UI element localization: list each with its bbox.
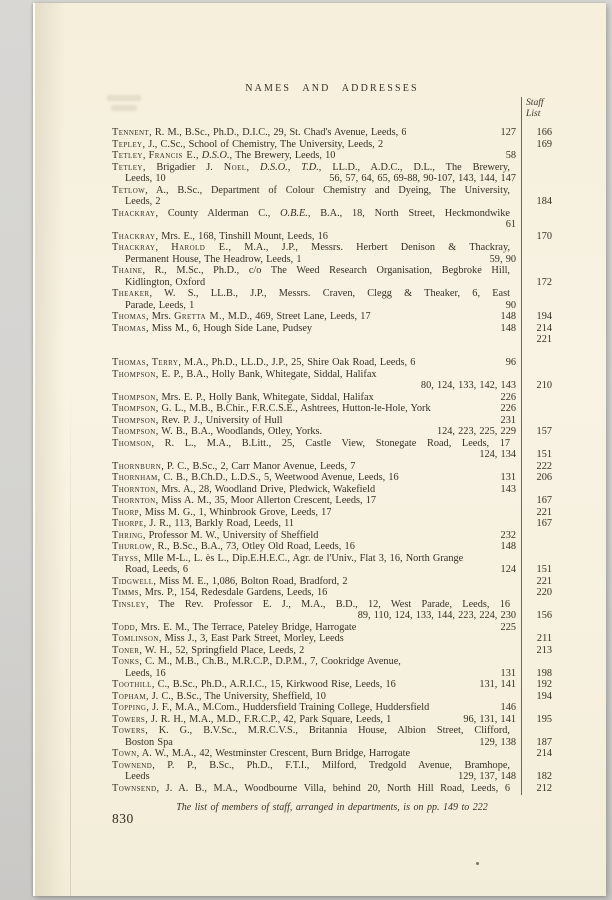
entry-text: Thomas, Miss M., 6, Hough Side Lane, Pudsey: [112, 322, 313, 334]
entry-page-refs: 80, 124, 133, 142, 143: [420, 380, 516, 391]
staff-list-column-header: [522, 98, 576, 119]
entry-line: [112, 530, 552, 542]
entry-staff-ref: [516, 254, 552, 266]
entry-text: Thackray, Mrs. E., 168, Tinshill Mount, Leeds, 16: [112, 230, 328, 242]
entry-page-refs: 129, 138: [479, 736, 516, 748]
entry-staff-ref: 184: [536, 196, 552, 207]
entry-text: Kidlington, Oxford: [125, 276, 206, 288]
entry-line: [112, 369, 552, 381]
entry-text: Toothill, C., B.Sc., Ph.D., A.R.I.C., 15, Kirkwood Rise, Leeds, 16: [112, 679, 396, 690]
entry-text: Toner, W. H., 52, Springfield Place, Leeds, 2: [112, 644, 305, 656]
entry-text: Todd, Mrs. E. M., The Terrace, Pateley Bridge, Harrogate: [112, 621, 357, 633]
entry-line: [112, 208, 552, 220]
entry-text: Leeds: [125, 771, 150, 782]
entry-page-refs: 56, 57, 64, 65, 69-88, 90-107, 143, 144, 147: [329, 173, 516, 184]
entry-line: [112, 150, 552, 162]
entry-text: [112, 380, 125, 392]
entry-text: [112, 219, 125, 231]
entry-text: Tidgwell, Miss M. E., 1,086, Bolton Road, Bradford, 2: [112, 575, 348, 587]
entry-continuation-line: [112, 564, 552, 576]
entry-text: Thompson, G. L., M.B., B.Chir., F.R.C.S.E., Ashtrees, Hutton-le-Hole, York: [112, 403, 431, 414]
entry-line: [112, 714, 552, 726]
entry-text: [112, 610, 125, 622]
page-crease: [70, 383, 71, 896]
showthrough-mark: [111, 105, 137, 111]
entry-page-refs: 131: [500, 667, 516, 679]
entry-text: Thring, Professor M. W., University of Sheffield: [112, 529, 319, 541]
entry-text: Thorpe, J. R., 113, Barkly Road, Leeds, 11: [112, 518, 295, 529]
page-number: 830: [112, 811, 134, 826]
entry-text: Permanent House, The Headrow, Leeds, 1: [125, 253, 302, 265]
entry-staff-ref: 151: [536, 449, 552, 460]
entry-continuation-line: [112, 277, 552, 289]
entry-staff-ref: [516, 242, 552, 254]
entry-text: Thompson, W. B., B.A., Woodlands, Otley, Yorks.: [112, 426, 323, 437]
entry-staff-ref: 206: [536, 472, 552, 483]
entry-line: [112, 553, 552, 565]
entry-page-refs: 124: [500, 564, 516, 575]
entry-staff-ref: 170: [536, 230, 552, 242]
entry-line: [112, 392, 552, 404]
entry-text: Thornton, Miss A. M., 35, Moor Allerton Crescent, Leeds, 17: [112, 495, 377, 506]
entry-page-refs: 58: [505, 150, 516, 161]
entry-text: Tetlow, A., B.Sc., Department of Colour Chemistry and Dyeing, The University,: [112, 184, 510, 196]
entry-line: [112, 748, 552, 760]
entry-line: [112, 403, 552, 415]
entry-page-refs: 131, 141: [479, 679, 516, 690]
entry-line: [112, 323, 552, 335]
entry-line: [112, 495, 552, 507]
entry-line: [112, 484, 552, 496]
entry-text: Timms, Mrs. P., 154, Redesdale Gardens, Leeds, 16: [112, 587, 328, 598]
entry-page-refs: 226: [500, 403, 516, 414]
entry-line: [112, 576, 552, 588]
entry-staff-ref: [516, 288, 552, 300]
entry-page-refs: 129, 137, 148: [458, 771, 516, 782]
entry-staff-ref: 210: [536, 380, 552, 391]
entry-line: [112, 162, 552, 174]
showthrough-mark: [107, 95, 141, 101]
entry-staff-ref: [516, 162, 552, 174]
ink-speck: [476, 862, 479, 865]
entry-text: Thomas, Terry, M.A., Ph.D., LL.D., J.P., 25, Shire Oak Road, Leeds, 6: [112, 357, 416, 368]
entry-staff-ref: 214: [536, 322, 552, 334]
entry-text: Thomson, R. L., M.A., B.Litt., 25, Castle View, Stonegate Road, Leeds, 17: [112, 437, 510, 449]
entry-line: [112, 587, 552, 599]
entry-staff-ref: 169: [536, 138, 552, 150]
entry-text: Thurlow, R., B.Sc., B.A., 73, Otley Old Road, Leeds, 16: [112, 541, 355, 552]
entry-text: Leeds, 16: [125, 667, 166, 679]
entry-line: [112, 438, 552, 450]
entry-continuation-line: [112, 173, 552, 185]
entry-text: Thorp, Miss M. G., 1, Whinbrook Grove, Leeds, 17: [112, 506, 332, 518]
entry-line: [112, 242, 552, 254]
entry-text: Thyss, Mlle M-L., L. ès L., Dip.E.H.E.C., Agr. de l'Univ., Flat 3, 16, North Grange: [112, 552, 464, 564]
entry-page-refs: 131: [500, 472, 516, 483]
entry-continuation-line: [112, 610, 552, 622]
entry-text: Topping, J. F., M.A., M.Com., Huddersfield Training College, Huddersfield: [112, 702, 430, 713]
entry-staff-ref: [516, 369, 552, 381]
entry-line: [112, 139, 552, 151]
entry-line: [112, 518, 552, 530]
entry-text: Thompson, E. P., B.A., Holly Bank, Whitegate, Siddal, Halifax: [112, 368, 377, 380]
entry-text: [112, 449, 125, 461]
entry-staff-ref: 221: [536, 334, 552, 345]
entry-text: Leeds, 2: [125, 196, 161, 207]
entry-continuation-line: [112, 219, 552, 231]
entry-page-refs: 148: [500, 311, 516, 322]
entry-line: [112, 472, 552, 484]
entry-text: Tonks, C. M., M.B., Ch.B., M.R.C.P., D.P.M., 7, Cookridge Avenue,: [112, 656, 401, 667]
entry-staff-ref: 211: [536, 633, 552, 644]
entry-staff-ref: [516, 530, 552, 542]
entry-staff-ref: [516, 265, 552, 277]
entry-line: [112, 541, 552, 553]
entry-page-refs: 148: [500, 541, 516, 552]
entry-text: Thaine, R., M.Sc., Ph.D., c/o The Weed Research Organisation, Begbroke Hill,: [112, 265, 510, 276]
page-title: NAMES AND ADDRESSES: [245, 83, 419, 94]
entry-text: Towers, J. R. H., M.A., M.D., F.R.C.P., 42, Park Square, Leeds, 1: [112, 713, 392, 725]
entry-text: Town, A. W., M.A., 42, Westminster Crescent, Burn Bridge, Harrogate: [112, 748, 411, 759]
entry-staff-ref: 166: [536, 127, 552, 138]
entry-line: [112, 760, 552, 772]
entry-line: [112, 725, 552, 737]
entry-line: [112, 426, 552, 438]
entry-staff-ref: 198: [536, 667, 552, 679]
entry-text: Theaker, W. S., LL.B., J.P., Messrs. Craven, Clegg & Theaker, 6, East: [112, 288, 510, 299]
entry-staff-ref: [516, 185, 552, 197]
entry-line: [112, 185, 552, 197]
entry-staff-ref: 192: [536, 679, 552, 690]
entry-line: [112, 461, 552, 473]
entry-staff-ref: 151: [536, 564, 552, 575]
entry-staff-ref: [516, 357, 552, 369]
entry-text: Thomas, Mrs. Gretta M., M.D., 469, Street Lane, Leeds, 17: [112, 311, 371, 322]
entry-staff-ref: 167: [536, 495, 552, 506]
entry-staff-ref: 195: [536, 713, 552, 725]
entry-text: Thompson, Mrs. E. P., Holly Bank, Whitegate, Siddal, Halifax: [112, 391, 374, 403]
entry-staff-ref: 156: [536, 610, 552, 621]
entry-text: Thornham, C. B., B.Ch.D., L.D.S., 5, Weetwood Avenue, Leeds, 16: [112, 472, 399, 483]
staff-header-line2: List: [526, 107, 541, 119]
entry-text: Tennent, R. M., B.Sc., Ph.D., D.I.C., 29, St. Chad's Avenue, Leeds, 6: [112, 127, 407, 138]
entry-text: Leeds, 10: [125, 173, 166, 184]
entry-staff-ref: [516, 392, 552, 404]
entry-page-refs: 96, 131, 141: [463, 713, 516, 725]
entry-staff-ref: 212: [536, 782, 552, 794]
entry-staff-ref: 221: [536, 506, 552, 518]
entry-line: [112, 415, 552, 427]
entry-page-refs: 127: [500, 127, 516, 138]
entry-page-refs: 146: [500, 702, 516, 713]
entry-text: Townsend, J. A. B., M.A., Woodbourne Villa, behind 20, North Hill Road, Leeds, 6: [112, 782, 510, 794]
entry-staff-ref: [516, 541, 552, 553]
entry-staff-ref: 167: [536, 518, 552, 529]
entry-continuation-line: [112, 771, 552, 783]
entry-line: [112, 645, 552, 657]
entry-staff-ref: [516, 760, 552, 772]
entry-line: [112, 656, 552, 668]
entry-line: [112, 334, 552, 346]
entry-continuation-line: [112, 300, 552, 312]
entry-staff-ref: [516, 725, 552, 737]
entry-page-refs: 148: [500, 322, 516, 334]
entry-staff-ref: [516, 553, 552, 565]
entry-staff-ref: [516, 403, 552, 415]
entry-line: [112, 622, 552, 634]
entry-text: Townend, P. P., B.Sc., Ph.D., F.T.I., Milford, Tredgold Avenue, Bramhope,: [112, 759, 510, 771]
entry-page-refs: 232: [500, 529, 516, 541]
entry-staff-ref: [516, 300, 552, 312]
entry-page-refs: 143: [500, 483, 516, 495]
entry-page-refs: 231: [500, 414, 516, 426]
entry-staff-ref: 220: [536, 587, 552, 598]
entry-staff-ref: [516, 208, 552, 220]
entry-text: Thornburn, P. C., B.Sc., 2, Carr Manor Avenue, Leeds, 7: [112, 460, 356, 472]
entry-staff-ref: [516, 438, 552, 450]
entry-page-refs: 89, 110, 124, 133, 144, 223, 224, 230: [357, 610, 516, 621]
entry-staff-ref: 182: [536, 771, 552, 782]
entry-staff-ref: [516, 415, 552, 427]
entry-staff-ref: [516, 173, 552, 185]
entry-staff-ref: 172: [536, 276, 552, 288]
entry-line: [112, 357, 552, 369]
entry-text: Boston Spa: [125, 736, 173, 748]
entry-staff-ref: [516, 702, 552, 714]
entry-text: Tinsley, The Rev. Professor E. J., M.A., B.D., 12, West Parade, Leeds, 16: [112, 598, 510, 610]
entry-staff-ref: 213: [536, 644, 552, 656]
entry-continuation-line: [112, 737, 552, 749]
entry-staff-ref: [516, 219, 552, 231]
entry-continuation-line: [112, 196, 552, 208]
entry-staff-ref: [516, 599, 552, 611]
entry-page-refs: 90: [505, 299, 516, 311]
entry-staff-ref: [516, 622, 552, 634]
entry-staff-ref: 194: [536, 690, 552, 702]
entry-page-refs: 124, 223, 225, 229: [436, 426, 516, 437]
staff-header-line1: Staff: [526, 97, 544, 108]
entry-line: [112, 231, 552, 243]
entry-text: Tetley, Francis E., D.S.O., The Brewery, Leeds, 10: [112, 150, 336, 161]
entry-staff-ref: 221: [536, 575, 552, 587]
entry-text: Towers, K. G., B.V.Sc., M.R.C.V.S., Britannia House, Albion Street, Clifford,: [112, 725, 510, 736]
address-list: [112, 127, 552, 794]
entry-text: Parade, Leeds, 1: [125, 299, 195, 311]
entry-continuation-line: [112, 254, 552, 266]
entry-text: Thompson, Rev. P. J., University of Hull: [112, 414, 283, 426]
entry-line: [112, 265, 552, 277]
entry-line: [112, 783, 552, 795]
entry-staff-ref: 194: [536, 311, 552, 322]
entry-staff-ref: [516, 484, 552, 496]
entry-page-refs: 225: [500, 621, 516, 633]
entry-page-refs: 226: [500, 391, 516, 403]
entry-text: Road, Leeds, 6: [125, 564, 188, 575]
entry-text: Topham, J. C., B.Sc., The University, Sheffield, 10: [112, 690, 326, 702]
entry-page-refs: 124, 134: [479, 449, 516, 460]
entry-line: [112, 288, 552, 300]
blank-line: [112, 346, 552, 358]
entry-text: Tetley, Brigadier J. Noel, D.S.O., T.D., LL.D., A.D.C., D.L., The Brewery,: [112, 161, 510, 173]
showthrough-smudge: [99, 95, 145, 115]
entry-page-refs: 59, 90: [489, 253, 516, 265]
entry-staff-ref: 187: [536, 736, 552, 748]
entry-page-refs: 61: [505, 219, 516, 230]
entry-line: [112, 311, 552, 323]
entry-continuation-line: [112, 380, 552, 392]
entry-page-refs: 96: [505, 357, 516, 368]
entry-continuation-line: [112, 449, 552, 461]
entry-line: [112, 702, 552, 714]
entry-line: [112, 127, 552, 139]
entry-text: Thornton, Mrs. A., 28, Woodland Drive, Pledwick, Wakefield: [112, 483, 376, 495]
entry-text: Tepley, J., C.Sc., School of Chemistry, The University, Leeds, 2: [112, 138, 384, 150]
footer-note: The list of members of staff, arranged in departments, is on pp. 149 to 222: [176, 802, 488, 813]
entry-line: [112, 507, 552, 519]
entry-line: [112, 691, 552, 703]
entry-staff-ref: [516, 150, 552, 162]
book-page: [33, 3, 606, 896]
entry-staff-ref: 157: [536, 426, 552, 437]
entry-line: [112, 599, 552, 611]
entry-line: [112, 679, 552, 691]
entry-text: Thackray, County Alderman C., O.B.E., B.A., 18, North Street, Heckmondwike: [112, 207, 510, 219]
entry-line: [112, 633, 552, 645]
entry-text: Tomlinson, Miss J., 3, East Park Street, Morley, Leeds: [112, 633, 344, 644]
entry-staff-ref: [516, 656, 552, 668]
entry-staff-ref: 222: [536, 460, 552, 472]
entry-continuation-line: [112, 668, 552, 680]
entry-staff-ref: 214: [536, 748, 552, 759]
entry-text: Thackray, Harold E., M.A., J.P., Messrs. Herbert Denison & Thackray,: [112, 242, 510, 253]
